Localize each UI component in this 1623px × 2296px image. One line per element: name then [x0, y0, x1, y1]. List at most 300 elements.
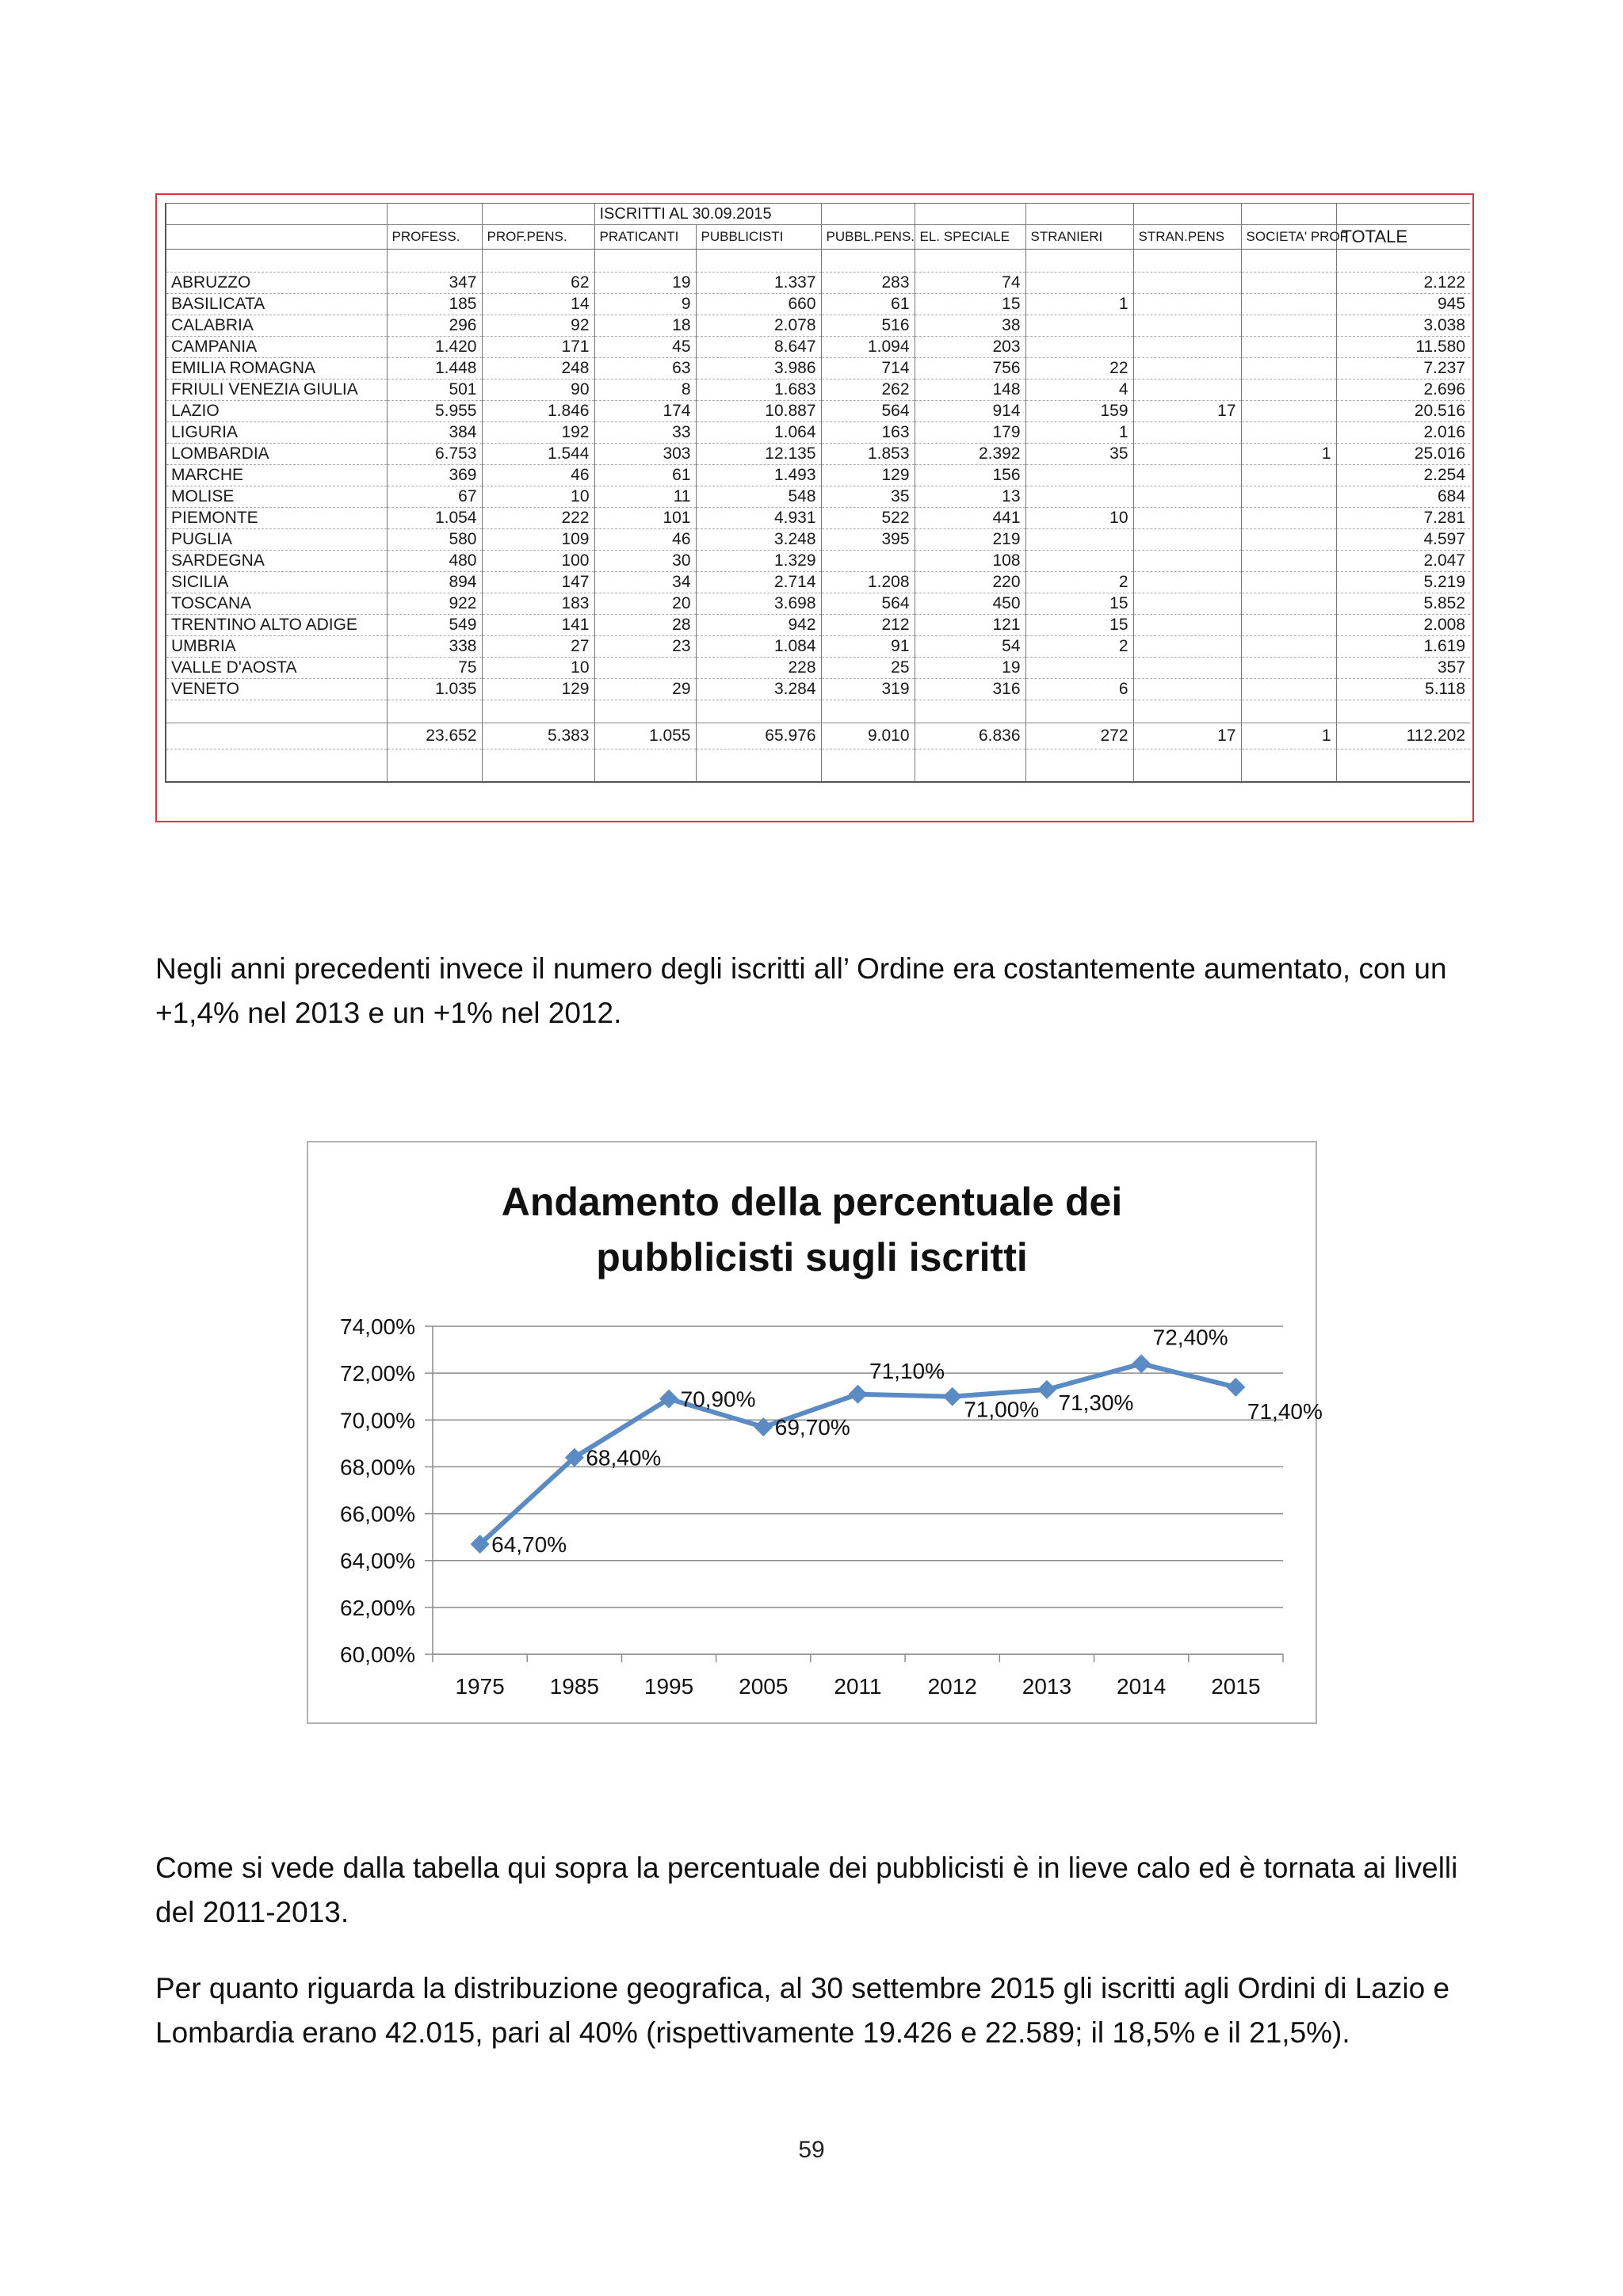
table-spacer-row — [166, 700, 1470, 723]
table-cell: 1.683 — [696, 379, 821, 401]
table-cell — [1025, 551, 1133, 572]
table-row — [166, 593, 1470, 615]
table-cell: 163 — [821, 422, 915, 444]
data-label: 70,90% — [680, 1386, 756, 1412]
table-cell-empty — [1241, 749, 1336, 783]
table-cell — [594, 658, 696, 679]
table-group-header: ISCRITTI AL 30.09.2015 — [594, 204, 821, 225]
table-cell — [1241, 636, 1336, 658]
table-cell: 34 — [594, 572, 696, 593]
table-cell: 62 — [482, 273, 594, 294]
table-cell: 3.986 — [696, 358, 821, 379]
data-label: 64,70% — [491, 1532, 567, 1558]
table-header-empty — [915, 204, 1025, 225]
table-cell: 2 — [1025, 572, 1133, 593]
table-cell — [1025, 529, 1133, 551]
table-group-header-row — [166, 204, 1470, 225]
table-header-empty — [821, 204, 915, 225]
table-cell: 30 — [594, 551, 696, 572]
table-cell: 183 — [482, 593, 594, 615]
table-spacer-row — [166, 250, 1470, 273]
table-cell — [1133, 273, 1241, 294]
table-cell: 303 — [594, 444, 696, 465]
table-cell: 5.219 — [1336, 572, 1470, 593]
region-name: CAMPANIA — [166, 337, 387, 358]
region-name: LIGURIA — [166, 422, 387, 444]
table-row — [166, 658, 1470, 679]
table-header-empty — [1025, 204, 1133, 225]
table-cell: 75 — [387, 658, 482, 679]
table-header-empty — [482, 204, 594, 225]
region-name: SARDEGNA — [166, 551, 387, 572]
table-cell-empty — [696, 749, 821, 783]
table-cell: 8 — [594, 379, 696, 401]
table-cell: 2.392 — [915, 444, 1025, 465]
table-totals-row — [166, 723, 1470, 749]
table-cell: 179 — [915, 422, 1025, 444]
table-cell — [1241, 273, 1336, 294]
x-tick-label: 1985 — [549, 1674, 599, 1699]
table-cell: 5.118 — [1336, 679, 1470, 700]
region-name: VENETO — [166, 679, 387, 700]
table-cell: 222 — [482, 508, 594, 529]
region-name: LOMBARDIA — [166, 444, 387, 465]
table-header-empty — [1336, 204, 1470, 225]
table-cell-empty — [1133, 700, 1241, 723]
table-cell: 8.647 — [696, 337, 821, 358]
table-row — [166, 379, 1470, 401]
table-cell: 203 — [915, 337, 1025, 358]
table-cell-empty — [482, 250, 594, 273]
table-cell — [1241, 401, 1336, 422]
table-cell-empty — [1336, 749, 1470, 783]
column-header: STRAN.PENS — [1133, 225, 1241, 250]
table-cell: 1 — [1025, 422, 1133, 444]
table-cell-empty — [166, 749, 387, 783]
table-cell-empty — [821, 749, 915, 783]
table-cell: 564 — [821, 593, 915, 615]
table-cell — [1133, 465, 1241, 486]
data-label: 68,40% — [586, 1445, 662, 1470]
column-header: SOCIETA' PROF — [1241, 225, 1336, 250]
table-cell-empty — [594, 749, 696, 783]
table-header-empty — [387, 204, 482, 225]
table-cell: 548 — [696, 486, 821, 508]
table-row — [166, 572, 1470, 593]
table-cell: 35 — [821, 486, 915, 508]
table-cell: 129 — [482, 679, 594, 700]
total-cell: 6.836 — [915, 723, 1025, 749]
region-name: CALABRIA — [166, 315, 387, 337]
table-row — [166, 508, 1470, 529]
table-cell: 564 — [821, 401, 915, 422]
table-cell — [1241, 294, 1336, 315]
data-label: 71,40% — [1247, 1398, 1323, 1424]
table-cell: 1.337 — [696, 273, 821, 294]
data-point-marker — [849, 1385, 868, 1404]
table-row — [166, 551, 1470, 572]
table-cell: 101 — [594, 508, 696, 529]
table-cell — [1241, 465, 1336, 486]
x-tick-label: 2012 — [927, 1674, 977, 1699]
table-cell — [1241, 572, 1336, 593]
table-cell: 20 — [594, 593, 696, 615]
table-cell: 4.931 — [696, 508, 821, 529]
x-tick-label: 2011 — [834, 1674, 882, 1699]
table-header-empty — [166, 204, 387, 225]
table-cell — [1133, 337, 1241, 358]
table-cell — [1025, 337, 1133, 358]
table-cell: 2.078 — [696, 315, 821, 337]
table-cell: 369 — [387, 465, 482, 486]
column-header: PRATICANTI — [594, 225, 696, 250]
data-label: 71,00% — [964, 1397, 1040, 1422]
table-row — [166, 422, 1470, 444]
table-cell: 283 — [821, 273, 915, 294]
table-cell — [1133, 658, 1241, 679]
table-cell — [1133, 551, 1241, 572]
total-cell: 112.202 — [1336, 723, 1470, 749]
table-cell: 19 — [915, 658, 1025, 679]
table-cell: 63 — [594, 358, 696, 379]
table-cell: 185 — [387, 294, 482, 315]
table-cell: 10 — [1025, 508, 1133, 529]
region-name: PIEMONTE — [166, 508, 387, 529]
paragraph-chart-comment: Come si vede dalla tabella qui sopra la percentuale dei pubblicisti è in lieve calo ed è tornata ai livelli del 2011-2013. — [155, 1852, 1458, 1928]
total-cell: 17 — [1133, 723, 1241, 749]
table-cell: 2.047 — [1336, 551, 1470, 572]
table-cell: 2.714 — [696, 572, 821, 593]
table-cell: 91 — [821, 636, 915, 658]
column-header: PROF.PENS. — [482, 225, 594, 250]
y-tick-label: 68,00% — [340, 1455, 415, 1480]
table-cell: 1.054 — [387, 508, 482, 529]
y-tick-label: 66,00% — [340, 1501, 415, 1527]
table-cell: 319 — [821, 679, 915, 700]
table-cell: 2.696 — [1336, 379, 1470, 401]
table-cell: 2 — [1025, 636, 1133, 658]
y-tick-label: 62,00% — [340, 1595, 415, 1620]
x-tick-label: 2014 — [1117, 1674, 1167, 1699]
table-cell-empty — [387, 250, 482, 273]
table-cell: 1.420 — [387, 337, 482, 358]
table-cell: 945 — [1336, 294, 1470, 315]
table-cell: 61 — [594, 465, 696, 486]
table-cell: 914 — [915, 401, 1025, 422]
table-cell: 714 — [821, 358, 915, 379]
table-cell: 2.254 — [1336, 465, 1470, 486]
table-cell: 4 — [1025, 379, 1133, 401]
table-cell: 357 — [1336, 658, 1470, 679]
region-name: EMILIA ROMAGNA — [166, 358, 387, 379]
table-cell — [1133, 593, 1241, 615]
x-tick-label: 2015 — [1211, 1674, 1261, 1699]
table-cell: 192 — [482, 422, 594, 444]
table-cell: 9 — [594, 294, 696, 315]
chart-plot — [308, 1142, 1323, 1722]
table-row — [166, 444, 1470, 465]
table-cell — [1133, 572, 1241, 593]
table-cell — [1133, 529, 1241, 551]
table-cell: 1.035 — [387, 679, 482, 700]
data-label: 71,10% — [869, 1358, 945, 1383]
table-cell-empty — [1241, 700, 1336, 723]
table-cell — [1133, 636, 1241, 658]
table-cell: 7.281 — [1336, 508, 1470, 529]
table-cell: 1 — [1025, 294, 1133, 315]
table-cell: 74 — [915, 273, 1025, 294]
table-cell: 2.016 — [1336, 422, 1470, 444]
data-point-marker — [1132, 1354, 1151, 1373]
table-cell: 109 — [482, 529, 594, 551]
table-cell: 1.094 — [821, 337, 915, 358]
table-cell: 10.887 — [696, 401, 821, 422]
table-cell: 90 — [482, 379, 594, 401]
table-cell — [1241, 337, 1336, 358]
table-cell: 1.448 — [387, 358, 482, 379]
table-cell-empty — [915, 250, 1025, 273]
table-cell: 35 — [1025, 444, 1133, 465]
iscritti-table — [165, 203, 1470, 783]
table-cell — [1133, 379, 1241, 401]
region-name: TRENTINO ALTO ADIGE — [166, 615, 387, 636]
table-cell: 580 — [387, 529, 482, 551]
table-cell: 549 — [387, 615, 482, 636]
total-cell: 5.383 — [482, 723, 594, 749]
region-name: SICILIA — [166, 572, 387, 593]
table-cell: 38 — [915, 315, 1025, 337]
table-cell: 756 — [915, 358, 1025, 379]
table-cell: 18 — [594, 315, 696, 337]
table-cell: 1.544 — [482, 444, 594, 465]
table-cell: 108 — [915, 551, 1025, 572]
data-point-marker — [1226, 1378, 1245, 1397]
data-label: 72,40% — [1152, 1325, 1228, 1350]
table-cell — [1241, 315, 1336, 337]
table-cell-empty — [1025, 250, 1133, 273]
table-cell — [1241, 593, 1336, 615]
column-header: TOTALE — [1336, 225, 1470, 250]
table-cell: 25.016 — [1336, 444, 1470, 465]
table-cell: 3.284 — [696, 679, 821, 700]
table-cell-empty — [166, 250, 387, 273]
table-cell — [821, 551, 915, 572]
table-cell: 942 — [696, 615, 821, 636]
table-cell: 10 — [482, 658, 594, 679]
table-cell: 15 — [915, 294, 1025, 315]
table-header-empty — [1133, 204, 1241, 225]
table-cell: 61 — [821, 294, 915, 315]
table-cell: 156 — [915, 465, 1025, 486]
table-row — [166, 294, 1470, 315]
table-cell: 347 — [387, 273, 482, 294]
column-header: PROFESS. — [387, 225, 482, 250]
table-cell: 45 — [594, 337, 696, 358]
table-cell: 147 — [482, 572, 594, 593]
table-cell: 248 — [482, 358, 594, 379]
table-row — [166, 615, 1470, 636]
table-cell: 13 — [915, 486, 1025, 508]
table-cell — [1241, 508, 1336, 529]
data-label: 69,70% — [774, 1415, 850, 1440]
table-cell-empty — [1336, 700, 1470, 723]
table-cell: 1.329 — [696, 551, 821, 572]
table-cell: 3.038 — [1336, 315, 1470, 337]
table-cell: 522 — [821, 508, 915, 529]
table-cell: 684 — [1336, 486, 1470, 508]
table-cell — [1241, 358, 1336, 379]
table-cell: 1.064 — [696, 422, 821, 444]
table-cell: 395 — [821, 529, 915, 551]
region-name: LAZIO — [166, 401, 387, 422]
column-header: EL. SPECIALE — [915, 225, 1025, 250]
y-tick-label: 72,00% — [340, 1361, 415, 1386]
table-header-empty — [1241, 204, 1336, 225]
table-cell: 33 — [594, 422, 696, 444]
table-cell — [1133, 486, 1241, 508]
table-cell: 17 — [1133, 401, 1241, 422]
y-tick-label: 60,00% — [340, 1642, 415, 1667]
region-name: TOSCANA — [166, 593, 387, 615]
table-cell: 6.753 — [387, 444, 482, 465]
table-cell-empty — [915, 749, 1025, 783]
table-row — [166, 486, 1470, 508]
table-cell: 3.248 — [696, 529, 821, 551]
table-cell: 1 — [1241, 444, 1336, 465]
table-row — [166, 337, 1470, 358]
table-cell: 516 — [821, 315, 915, 337]
table-cell: 23 — [594, 636, 696, 658]
column-header: PUBBL.PENS. — [821, 225, 915, 250]
y-tick-label: 70,00% — [340, 1408, 415, 1433]
table-cell: 67 — [387, 486, 482, 508]
table-cell-empty — [1025, 700, 1133, 723]
x-tick-label: 2013 — [1022, 1674, 1072, 1699]
table-cell: 5.955 — [387, 401, 482, 422]
total-cell: 1.055 — [594, 723, 696, 749]
data-point-marker — [1037, 1380, 1056, 1399]
table-cell: 6 — [1025, 679, 1133, 700]
table-cell: 19 — [594, 273, 696, 294]
table-cell: 27 — [482, 636, 594, 658]
table-row — [166, 401, 1470, 422]
table-cell-empty — [1241, 250, 1336, 273]
table-cell — [1025, 486, 1133, 508]
page-number: 59 — [798, 2137, 825, 2163]
table-cell: 1.846 — [482, 401, 594, 422]
total-cell: 1 — [1241, 723, 1336, 749]
x-tick-label: 2005 — [739, 1674, 789, 1699]
table-cell: 11 — [594, 486, 696, 508]
table-cell: 3.698 — [696, 593, 821, 615]
table-cell: 22 — [1025, 358, 1133, 379]
table-cell: 1.084 — [696, 636, 821, 658]
table-cell: 384 — [387, 422, 482, 444]
table-cell — [1133, 294, 1241, 315]
table-cell: 5.852 — [1336, 593, 1470, 615]
region-name: PUGLIA — [166, 529, 387, 551]
table-cell: 11.580 — [1336, 337, 1470, 358]
table-cell: 220 — [915, 572, 1025, 593]
table-cell — [1025, 315, 1133, 337]
table-row — [166, 315, 1470, 337]
column-header: STRANIERI — [1025, 225, 1133, 250]
table-cell: 29 — [594, 679, 696, 700]
paragraph-geographic-distribution: Per quanto riguarda la distribuzione geografica, al 30 settembre 2015 gli iscritti agli Ordini di Lazio e Lombardia erano 42.015, pari al 40% (rispettivamente 19.426 e 22.589; il 18,5% e il 21,5%). — [155, 1972, 1450, 2049]
table-cell: 28 — [594, 615, 696, 636]
table-cell — [1241, 679, 1336, 700]
table-cell: 121 — [915, 615, 1025, 636]
table-cell: 10 — [482, 486, 594, 508]
table-cell-empty — [821, 250, 915, 273]
table-cell — [1025, 465, 1133, 486]
table-cell — [1241, 551, 1336, 572]
table-cell — [1241, 658, 1336, 679]
table-cell-empty — [387, 700, 482, 723]
table-header-empty — [166, 225, 387, 250]
table-cell: 219 — [915, 529, 1025, 551]
table-cell: 92 — [482, 315, 594, 337]
table-cell: 441 — [915, 508, 1025, 529]
region-name: FRIULI VENEZIA GIULIA — [166, 379, 387, 401]
table-row — [166, 358, 1470, 379]
table-cell-empty — [696, 700, 821, 723]
table-cell: 46 — [482, 465, 594, 486]
table-cell: 174 — [594, 401, 696, 422]
table-cell — [1133, 444, 1241, 465]
column-header: PUBBLICISTI — [696, 225, 821, 250]
table-row — [166, 636, 1470, 658]
table-row — [166, 465, 1470, 486]
table-cell: 296 — [387, 315, 482, 337]
table-cell: 922 — [387, 593, 482, 615]
table-cell: 14 — [482, 294, 594, 315]
table-cell: 262 — [821, 379, 915, 401]
region-name: MARCHE — [166, 465, 387, 486]
table-cell — [1241, 615, 1336, 636]
table-cell: 54 — [915, 636, 1025, 658]
region-name: BASILICATA — [166, 294, 387, 315]
table-cell — [1241, 379, 1336, 401]
total-cell: 65.976 — [696, 723, 821, 749]
x-tick-label: 1995 — [643, 1674, 694, 1699]
table-cell: 25 — [821, 658, 915, 679]
table-cell — [1241, 529, 1336, 551]
table-cell-empty — [696, 250, 821, 273]
table-cell: 316 — [915, 679, 1025, 700]
table-cell — [1133, 679, 1241, 700]
table-cell-empty — [1133, 250, 1241, 273]
table-cell-empty — [482, 700, 594, 723]
table-cell: 1.619 — [1336, 636, 1470, 658]
data-point-marker — [943, 1387, 962, 1406]
table-cell: 894 — [387, 572, 482, 593]
scanned-table-image — [155, 193, 1474, 822]
table-cell: 15 — [1025, 615, 1133, 636]
table-cell: 480 — [387, 551, 482, 572]
table-cell: 46 — [594, 529, 696, 551]
table-cell: 159 — [1025, 401, 1133, 422]
table-cell: 129 — [821, 465, 915, 486]
region-name: VALLE D'AOSTA — [166, 658, 387, 679]
table-cell-empty — [915, 700, 1025, 723]
data-label: 71,30% — [1058, 1390, 1134, 1415]
table-cell: 1.853 — [821, 444, 915, 465]
table-cell-empty — [594, 250, 696, 273]
table-cell: 2.008 — [1336, 615, 1470, 636]
y-tick-label: 74,00% — [340, 1314, 415, 1339]
table-cell: 212 — [821, 615, 915, 636]
